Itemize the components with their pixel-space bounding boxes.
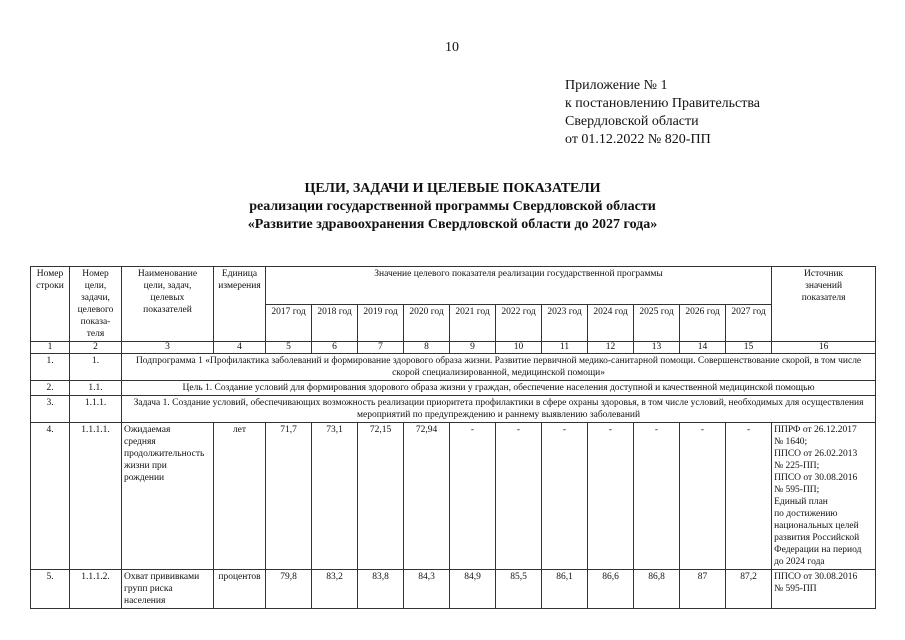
column-number: 4 — [214, 342, 266, 354]
document-title — [0, 180, 905, 234]
table-row — [31, 570, 876, 609]
row-number: 4. — [31, 423, 70, 570]
value-cell: 84,3 — [404, 570, 450, 609]
appendix-line: Свердловской области — [565, 114, 699, 129]
value-cell: 87,2 — [726, 570, 772, 609]
header-year: 2021 год — [450, 304, 496, 342]
row-number: 1. — [31, 354, 70, 381]
value-cell: 86,8 — [634, 570, 680, 609]
title-line: ЦЕЛИ, ЗАДАЧИ И ЦЕЛЕВЫЕ ПОКАЗАТЕЛИ — [304, 181, 601, 196]
column-number: 10 — [496, 342, 542, 354]
header-source — [772, 267, 876, 342]
cell-line: целевых — [150, 293, 185, 303]
cell-line: продолжительность — [124, 449, 205, 459]
header-name — [122, 267, 214, 342]
appendix-block — [565, 77, 760, 149]
value-cell: - — [542, 423, 588, 570]
column-number-row — [31, 342, 876, 354]
section-row — [31, 381, 876, 396]
header-unit — [214, 267, 266, 342]
cell-line: ППСО от 30.08.2016 — [774, 572, 858, 582]
cell-line: ППСО от 30.08.2016 — [774, 473, 858, 483]
value-cell: - — [726, 423, 772, 570]
value-cell: 86,6 — [588, 570, 634, 609]
cell-line: до 2024 года — [774, 557, 825, 567]
cell-line: целевого — [77, 305, 114, 315]
cell-line: значений — [805, 281, 843, 291]
value-cell: 86,1 — [542, 570, 588, 609]
cell-line: строки — [36, 281, 64, 291]
goals-table — [30, 266, 876, 609]
item-code: 1.1. — [70, 381, 122, 396]
column-number: 14 — [680, 342, 726, 354]
header-year: 2017 год — [266, 304, 312, 342]
unit-cell: процентов — [214, 570, 266, 609]
column-number: 2 — [70, 342, 122, 354]
value-cell: 85,5 — [496, 570, 542, 609]
value-cell: 83,8 — [358, 570, 404, 609]
value-cell: - — [634, 423, 680, 570]
section-text: Цель 1. Создание условий для формирования здорового образа жизни у граждан, обеспечение населения доступной и качественной медицинской помощью — [122, 381, 876, 396]
item-code: 1.1.1. — [70, 396, 122, 423]
column-number: 9 — [450, 342, 496, 354]
row-number: 2. — [31, 381, 70, 396]
title-line: «Развитие здравоохранения Свердловской области до 2027 года» — [247, 217, 658, 232]
header-year: 2024 год — [588, 304, 634, 342]
cell-line: показателей — [143, 305, 192, 315]
cell-line: Единый план — [774, 497, 828, 507]
section-row — [31, 354, 876, 381]
item-code: 1.1.1.1. — [70, 423, 122, 570]
cell-line: показа- — [80, 317, 111, 327]
appendix-line: от 01.12.2022 № 820-ПП — [565, 132, 711, 147]
header-year: 2020 год — [404, 304, 450, 342]
appendix-line: к постановлению Правительства — [565, 96, 761, 111]
cell-line: Федерации на период — [774, 545, 862, 555]
column-number: 5 — [266, 342, 312, 354]
header-year: 2019 год — [358, 304, 404, 342]
column-number: 1 — [31, 342, 70, 354]
cell-line: Номер — [82, 269, 109, 279]
table-body — [31, 342, 876, 609]
value-cell: - — [496, 423, 542, 570]
header-year: 2018 год — [312, 304, 358, 342]
value-cell: 73,1 — [312, 423, 358, 570]
value-cell: 72,94 — [404, 423, 450, 570]
column-number: 3 — [122, 342, 214, 354]
cell-line: национальных целей — [774, 521, 859, 531]
section-text: Подпрограмма 1 «Профилактика заболеваний и формирование здорового образа жизни. Развитие первичной медико-санитарной помощи. Совершенствование скорой, в том числе скорой специализированной, медицинской помощи» — [122, 354, 876, 381]
value-cell: 83,2 — [312, 570, 358, 609]
column-number: 6 — [312, 342, 358, 354]
indicator-name — [122, 423, 214, 570]
value-cell: - — [450, 423, 496, 570]
row-number: 3. — [31, 396, 70, 423]
cell-line: Наименование — [137, 269, 198, 279]
cell-line: Номер — [36, 269, 64, 279]
cell-line: Ожидаемая — [124, 425, 171, 435]
cell-line: № 595-ПП; — [774, 485, 820, 495]
header-year: 2026 год — [680, 304, 726, 342]
cell-line: цели, задач, — [143, 281, 192, 291]
cell-line: цели, — [84, 281, 107, 291]
column-number: 15 — [726, 342, 772, 354]
row-number: 5. — [31, 570, 70, 609]
cell-line: по достижению — [774, 509, 838, 519]
cell-line: Источник — [804, 269, 844, 279]
section-text: Задача 1. Создание условий, обеспечивающих возможность реализации приоритета профилактики в сфере охраны здоровья, в том числе условий, необходимых для осуществления мероприятий по предупреждению и раннему выявлению заболеваний — [122, 396, 876, 423]
table-row — [31, 423, 876, 570]
cell-line: № 225-ПП; — [774, 461, 820, 471]
cell-line: задачи, — [81, 293, 110, 303]
cell-line: измерения — [218, 281, 261, 291]
cell-line: средняя — [124, 437, 156, 447]
cell-line: ППРФ от 26.12.2017 — [774, 425, 857, 435]
column-number: 16 — [772, 342, 876, 354]
header-year: 2023 год — [542, 304, 588, 342]
section-row — [31, 396, 876, 423]
cell-line: теля — [86, 329, 105, 339]
header-row-number — [31, 267, 70, 342]
header-year: 2022 год — [496, 304, 542, 342]
value-cell: 87 — [680, 570, 726, 609]
cell-line: развития Российской — [774, 533, 860, 543]
column-number: 11 — [542, 342, 588, 354]
item-code: 1. — [70, 354, 122, 381]
column-number: 7 — [358, 342, 404, 354]
column-number: 8 — [404, 342, 450, 354]
cell-line: населения — [124, 596, 166, 606]
cell-line: групп риска — [124, 584, 173, 594]
source-cell — [772, 570, 876, 609]
value-cell: 79,8 — [266, 570, 312, 609]
value-cell: 72,15 — [358, 423, 404, 570]
column-number: 13 — [634, 342, 680, 354]
header-year: 2027 год — [726, 304, 772, 342]
value-cell: 71,7 — [266, 423, 312, 570]
appendix-line: Приложение № 1 — [565, 78, 668, 93]
cell-line: ППСО от 26.02.2013 — [774, 449, 858, 459]
unit-cell: лет — [214, 423, 266, 570]
cell-line: № 595-ПП — [774, 584, 817, 594]
header-values-group: Значение целевого показателя реализации государственной программы — [266, 267, 772, 305]
cell-line: № 1640; — [774, 437, 808, 447]
cell-line: Охват прививками — [124, 572, 200, 582]
header-row — [31, 267, 876, 305]
item-code: 1.1.1.2. — [70, 570, 122, 609]
table-header — [31, 267, 876, 342]
cell-line: жизни при — [124, 461, 167, 471]
column-number: 12 — [588, 342, 634, 354]
value-cell: - — [588, 423, 634, 570]
indicator-name — [122, 570, 214, 609]
source-cell — [772, 423, 876, 570]
header-item-number — [70, 267, 122, 342]
cell-line: Единица — [221, 269, 258, 279]
page-number: 10 — [445, 40, 459, 55]
value-cell: - — [680, 423, 726, 570]
cell-line: рождении — [124, 473, 165, 483]
header-year: 2025 год — [634, 304, 680, 342]
cell-line: показателя — [801, 293, 846, 303]
value-cell: 84,9 — [450, 570, 496, 609]
title-line: реализации государственной программы Свердловской области — [249, 199, 656, 214]
